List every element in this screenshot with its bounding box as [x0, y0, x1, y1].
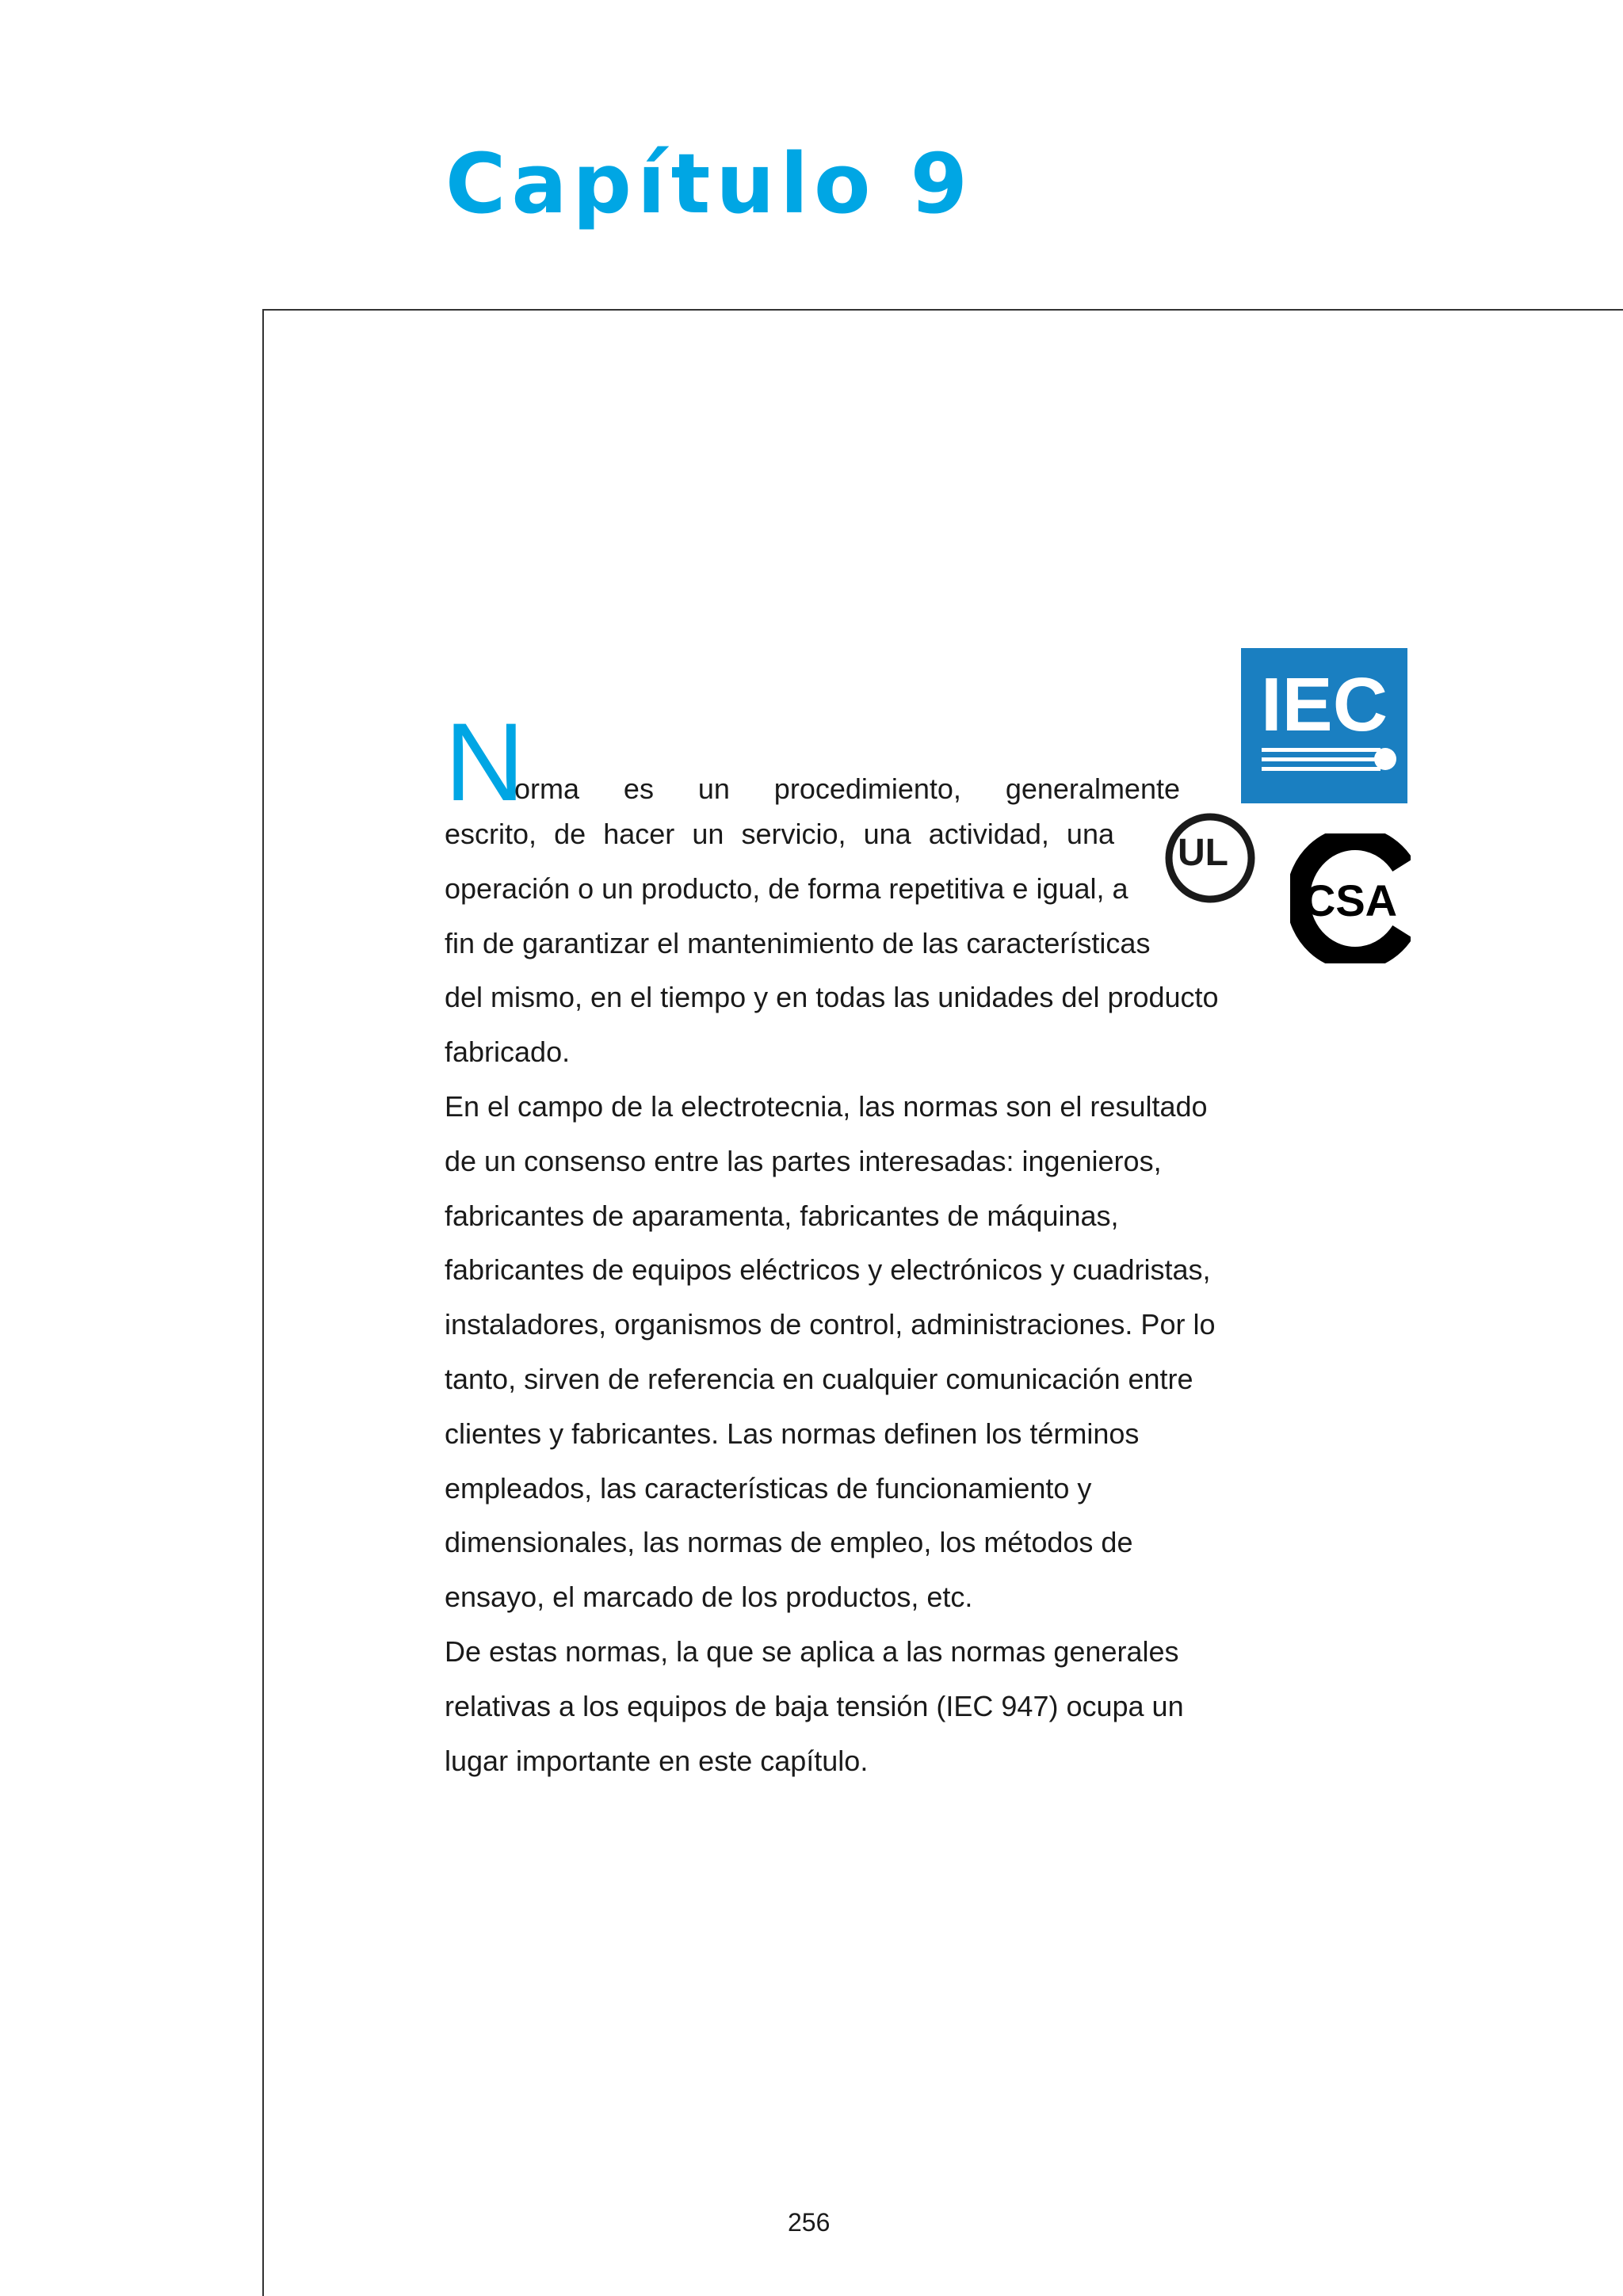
- intro-line: fin de garantizar el mantenimiento de las características: [445, 926, 1151, 959]
- iec-logo-text: IEC: [1260, 662, 1388, 747]
- intro-line: operación o un producto, de forma repetitiva e igual, a: [445, 871, 1128, 905]
- intro-line: De estas normas, la que se aplica a las normas generales: [445, 1634, 1179, 1668]
- intro-line: En el campo de la electrotecnia, las normas son el resultado: [445, 1089, 1208, 1123]
- csa-logo-icon: [1290, 833, 1411, 963]
- intro-line: del mismo, en el tiempo y en todas las unidades del producto: [445, 981, 1219, 1014]
- intro-line: fabricantes de aparamenta, fabricantes de máquinas,: [445, 1199, 1119, 1232]
- intro-line: instaladores, organismos de control, administraciones. Por lo: [445, 1308, 1216, 1341]
- intro-line: fabricado.: [445, 1035, 571, 1069]
- intro-first-line: [445, 697, 1269, 824]
- csa-logo-text: CSA: [1303, 875, 1398, 925]
- drop-cap: N: [445, 700, 525, 824]
- intro-line: empleados, las características de funcionamiento y: [445, 1471, 1092, 1505]
- intro-line: fabricantes de equipos eléctricos y electrónicos y cuadristas,: [445, 1253, 1211, 1287]
- intro-line: tanto, sirven de referencia en cualquier comunicación entre: [445, 1362, 1193, 1395]
- intro-line: de un consenso entre las partes interesadas: ingenieros,: [445, 1144, 1162, 1177]
- ul-logo-text: UL: [1178, 832, 1228, 874]
- intro-text: [445, 697, 1269, 1788]
- frame-left-rule: [262, 309, 264, 2296]
- intro-line: orma es un procedimiento, generalmente: [514, 772, 1180, 805]
- chapter-title: Capítulo 9: [445, 135, 974, 232]
- intro-line: relativas a los equipos de baja tensión (IEC 947) ocupa un: [445, 1689, 1184, 1722]
- page-number: 256: [788, 2208, 831, 2237]
- intro-line: lugar importante en este capítulo.: [445, 1744, 869, 1777]
- intro-line: clientes y fabricantes. Las normas definen los términos: [445, 1417, 1140, 1450]
- frame-top-rule: [262, 309, 1623, 311]
- intro-line: ensayo, el marcado de los productos, etc.: [445, 1581, 973, 1614]
- intro-line: escrito, de hacer un servicio, una actividad, una: [445, 818, 1114, 850]
- intro-line: dimensionales, las normas de empleo, los métodos de: [445, 1526, 1133, 1559]
